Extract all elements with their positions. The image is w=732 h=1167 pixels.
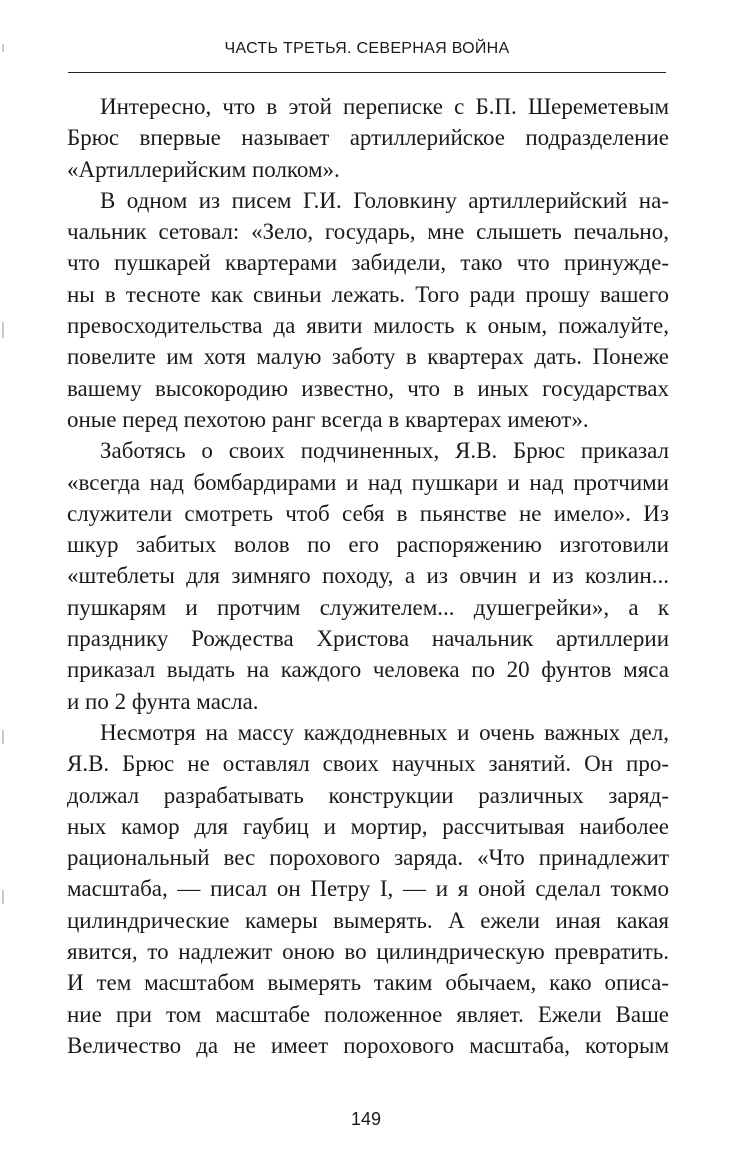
- text-line: И тем масштабом вымерять таким обычаем, како описа-: [67, 970, 669, 996]
- text-line: служители смотреть чтоб себя в пьянстве не имело». Из: [67, 500, 669, 526]
- scan-edge-mark: [2, 322, 4, 338]
- text-line: Брюс впервые называет артиллерийское подразделение: [67, 125, 669, 151]
- text-line: Величество да не имеет порохового масштаба, которым: [67, 1032, 669, 1058]
- text-line: повелите им хотя малую заботу в квартерах дать. Понеже: [67, 344, 669, 370]
- text-line: явится, то надлежит оною во цилиндрическую превратить.: [67, 939, 669, 965]
- text-line: Интересно, что в этой переписке с Б.П. Шереметевым: [100, 94, 669, 119]
- text-line: «всегда над бомбардирами и над пушкари и над протчими: [67, 469, 669, 495]
- text-line: «штеблеты для зимняго походу, а из овчин и из козлин...: [67, 563, 669, 589]
- text-line: пушкарям и протчим служителем... душегрейки», а к: [67, 594, 669, 620]
- text-line: превосходительства да явити милость к оным, пожалуйте,: [67, 313, 669, 339]
- text-line: празднику Рождества Христова начальник артиллерии: [67, 626, 669, 652]
- page-number: 149: [350, 1109, 382, 1129]
- running-head: ЧАСТЬ ТРЕТЬЯ. СЕВЕРНАЯ ВОЙНА: [224, 40, 510, 57]
- text-line: что пушкарей квартерами забидели, тако что принужде-: [67, 250, 669, 276]
- scan-edge-mark: [2, 890, 4, 904]
- text-line: чальник сетовал: «Зело, государь, мне слышеть печально,: [67, 219, 669, 245]
- body-text: [67, 91, 669, 1061]
- text-line: шкур забитых волов по его распоряжению изготовили: [67, 532, 669, 558]
- scan-edge-mark: [2, 730, 4, 744]
- text-line: масштаба, — писал он Петру I, — и я оной сделал токмо: [67, 876, 669, 902]
- text-line: «Артиллерийским полком».: [67, 156, 340, 182]
- text-line: Я.В. Брюс не оставлял своих научных занятий. Он про-: [67, 751, 669, 777]
- text-line: Несмотря на массу каждодневных и очень важных дел,: [100, 719, 669, 745]
- header-rule: [68, 72, 666, 73]
- text-line: В одном из писем Г.И. Головкину артиллерийский на-: [100, 187, 669, 213]
- text-line: приказал выдать на каждого человека по 20 фунтов мяса: [67, 657, 669, 683]
- text-line: ние при том масштабе положенное являет. Ежели Ваше: [67, 1001, 669, 1027]
- scan-edge-mark: [2, 44, 4, 52]
- text-line: ны в тесноте как свиньи лежать. Того ради прошу вашего: [67, 281, 669, 307]
- text-line: цилиндрические камеры вымерять. А ежели иная какая: [67, 907, 669, 933]
- text-line: Заботясь о своих подчиненных, Я.В. Брюс приказал: [100, 438, 669, 464]
- text-line: должал разрабатывать конструкции различных заряд-: [67, 782, 669, 808]
- text-line: оные перед пехотою ранг всегда в квартерах имеют».: [67, 406, 589, 432]
- text-line: рациональный вес порохового заряда. «Что принадлежит: [67, 845, 669, 871]
- text-line: ных камор для гаубиц и мортир, рассчитывая наиболее: [67, 813, 669, 839]
- text-line: и по 2 фунта масла.: [67, 688, 259, 714]
- text-line: вашему высокородию известно, что в иных государствах: [67, 375, 669, 401]
